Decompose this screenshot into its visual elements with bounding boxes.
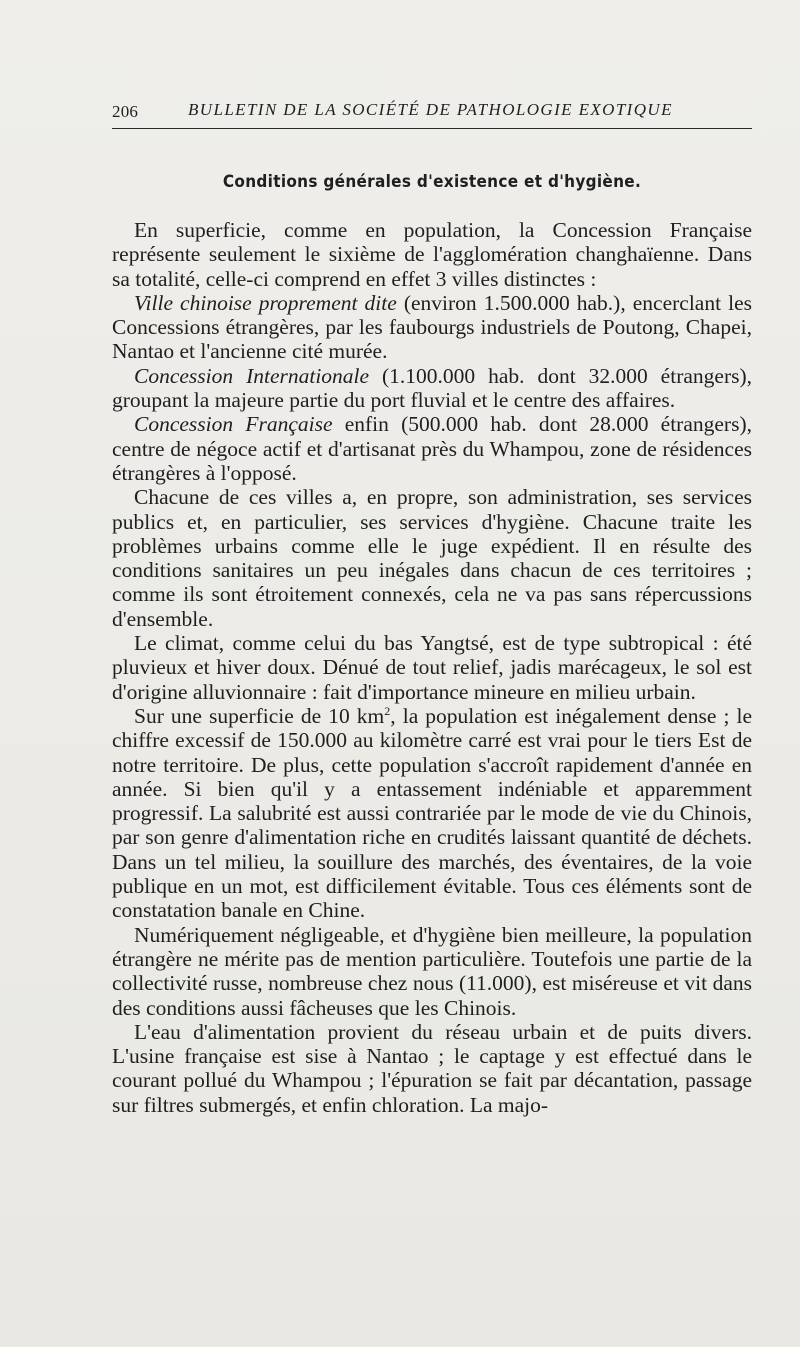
superscript: 2	[384, 703, 391, 718]
paragraph-text: , la population est inégalement dense ; le chiffre excessif de 150.000 au kilomètre carré est vrai pour le tiers Est de notre territoire. De plus, cette population s'accroît rapidement d'année en année. Si bien qu'il y a entassement indéniable et apparemment progressif. La salubrité est aussi contrariée par le mode de vie du Chinois, par son genre d'alimentation riche en crudités laissant quantité de déchets. Dans un tel milieu, la souillure des marchés, des éventaires, de la voie publique en un mot, est difficilement évitable. Tous ces éléments sont de constatation banale en Chine.	[112, 703, 752, 923]
emphasis: Concession Internationale	[134, 363, 370, 388]
body-text	[112, 218, 752, 1117]
paragraph: Chacune de ces villes a, en propre, son administration, ses services publics et, en particulier, ses services d'hygiène. Chacune traite les problèmes urbains comme elle le juge expédient. Il en résulte des conditions sanitaires un peu inégales dans chacun de ces territoires ; comme ils sont étroitement connexés, cela ne va pas sans répercussions d'ensemble.	[112, 485, 752, 631]
paragraph-text: (1.100.000 hab. dont 32.000 étrangers), groupant la majeure partie du port fluvial et le centre des affaires.	[112, 363, 753, 413]
paragraph-ville-chinoise	[112, 291, 752, 364]
paragraph: Le climat, comme celui du bas Yangtsé, est de type subtropical : été pluvieux et hiver doux. Dénué de tout relief, jadis marécageux, le sol est d'origine alluvionnaire : fait d'importance mineure en milieu urbain.	[112, 631, 752, 704]
emphasis: Ville chinoise proprement dite	[134, 290, 397, 315]
paragraph: Numériquement négligeable, et d'hygiène bien meilleure, la population étrangère ne mérite pas de mention particulière. Toutefois une partie de la collectivité russe, nombreuse chez nous (11.000), est miséreuse et vit dans des conditions aussi fâcheuses que les Chinois.	[112, 922, 752, 1020]
running-head: BULLETIN DE LA SOCIÉTÉ DE PATHOLOGIE EXOTIQUE	[188, 100, 673, 119]
emphasis: Concession Française	[134, 412, 333, 437]
paragraph-text: (environ 1.500.000 hab.), encerclant les Concessions étrangères, par les faubourgs industriels de Poutong, Chapei, Nantao et l'ancienne cité murée.	[112, 290, 752, 364]
page-number: 206	[112, 102, 139, 121]
paragraph-concession-francaise	[112, 412, 752, 485]
paragraph: En superficie, comme en population, la Concession Française représente seulement le sixième de l'agglomération changhaïenne. Dans sa totalité, celle-ci comprend en effet 3 villes distinctes :	[112, 218, 752, 291]
paragraph-superficie	[112, 704, 752, 923]
page-header	[112, 100, 752, 130]
header-rule	[112, 128, 752, 129]
paragraph-concession-internationale	[112, 364, 752, 413]
section-title: Conditions générales d'existence et d'hygiène.	[222, 172, 642, 192]
paragraph-text: enfin (500.000 hab. dont 28.000 étrangers), centre de négoce actif et d'artisanat près du Whampou, zone de résidences étrangères à l'opposé.	[112, 412, 752, 485]
paragraph: L'eau d'alimentation provient du réseau urbain et de puits divers. L'usine française est sise à Nantao ; le captage y est effectué dans le courant pollué du Whampou ; l'épuration se fait par décantation, passage sur filtres submergés, et enfin chloration. La majo-	[112, 1019, 752, 1117]
paragraph-text: Sur une superficie de 10 km	[134, 703, 385, 728]
